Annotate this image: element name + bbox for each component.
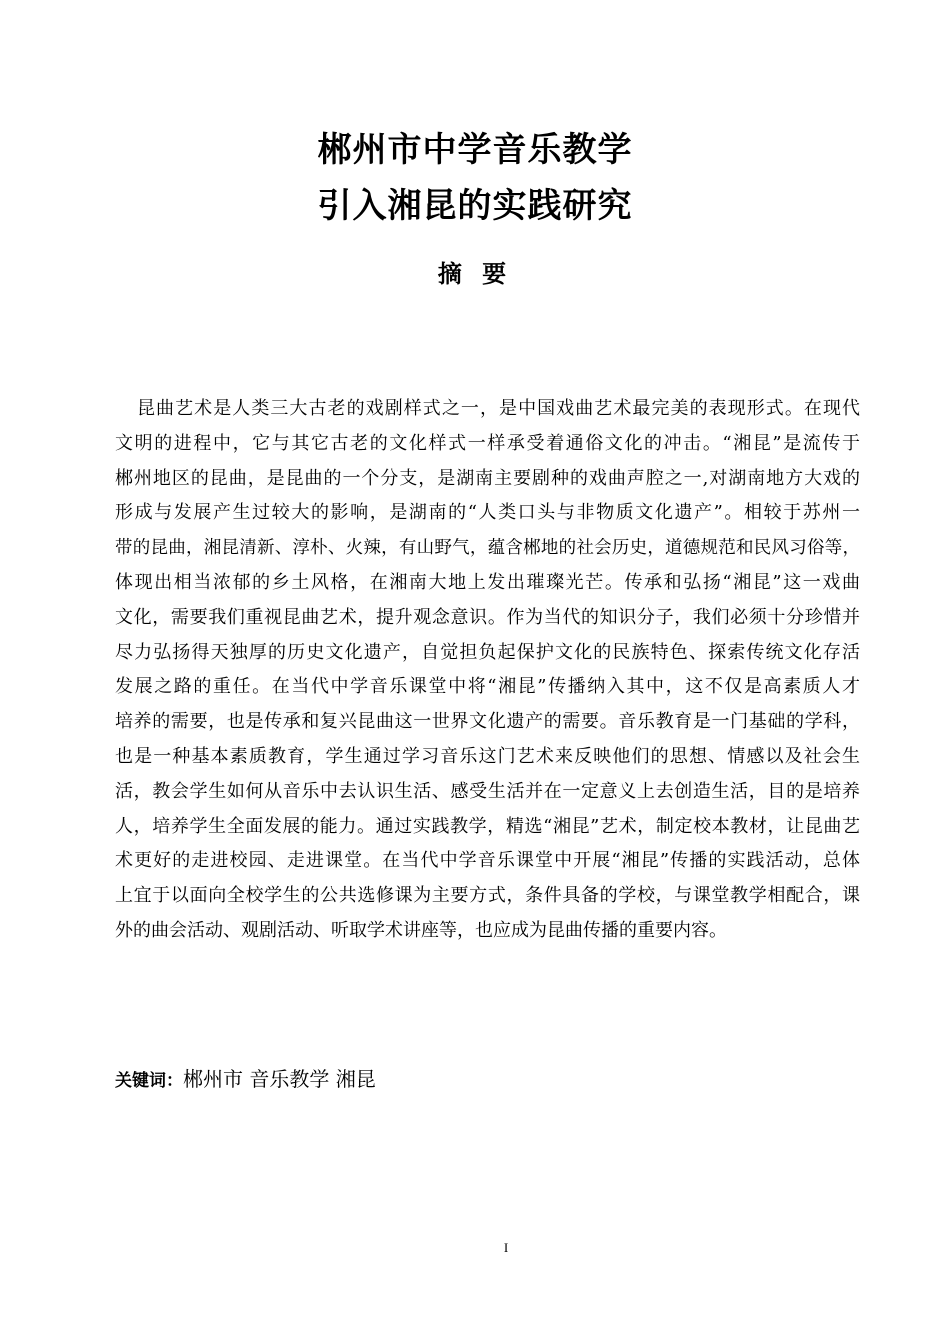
abstract-line: 培养的需要，也是传承和复兴昆曲这一世界文化遗产的需要。音乐教育是一门基础的学科， bbox=[115, 711, 860, 733]
abstract-line: 上宜于以面向全校学生的公共选修课为主要方式，条件具备的学校，与课堂教学相配合，课 bbox=[115, 885, 860, 907]
page-number: I bbox=[503, 1240, 509, 1255]
abstract-line: 外的曲会活动、观剧活动、听取学术讲座等，也应成为昆曲传播的重要内容。 bbox=[115, 919, 727, 941]
abstract-line: 体现出相当浓郁的乡土风格，在湘南大地上发出璀璨光芒。传承和弘扬“湘昆”这一戏曲 bbox=[115, 571, 860, 593]
abstract-line: 发展之路的重任。在当代中学音乐课堂中将“湘昆”传播纳入其中，这不仅是高素质人才 bbox=[115, 676, 860, 698]
abstract-line: 昆曲艺术是人类三大古老的戏剧样式之一，是中国戏曲艺术最完美的表现形式。在现代 bbox=[137, 398, 860, 419]
abstract-line: 活，教会学生如何从音乐中去认识生活、感受生活并在一定意义上去创造生活，目的是培养 bbox=[115, 780, 860, 802]
abstract-line: 郴州地区的昆曲，是昆曲的一个分支，是湖南主要剧种的戏曲声腔之一,对湖南地方大戏的 bbox=[115, 467, 860, 489]
abstract-line: 尽力弘扬得天独厚的历史文化遗产，自觉担负起保护文化的民族特色、探索传统文化存活 bbox=[115, 641, 860, 663]
keywords-value: 郴州市 音乐教学 湘昆 bbox=[183, 1067, 376, 1091]
keywords-label: 关键词： bbox=[115, 1071, 183, 1091]
abstract-line: 人，培养学生全面发展的能力。通过实践教学，精选“湘昆”艺术，制定校本教材，让昆曲艺 bbox=[115, 815, 860, 837]
abstract-line: 文明的进程中，它与其它古老的文化样式一样承受着通俗文化的冲击。“湘昆”是流传于 bbox=[115, 432, 860, 454]
abstract-line: 形成与发展产生过较大的影响，是湖南的“人类口头与非物质文化遗产”。相较于苏州一 bbox=[115, 502, 860, 524]
keywords bbox=[115, 1063, 376, 1097]
abstract-line: 文化，需要我们重视昆曲艺术，提升观念意识。作为当代的知识分子，我们必须十分珍惜并 bbox=[115, 606, 860, 628]
title-line-2: 引入湘昆的实践研究 bbox=[317, 186, 633, 226]
abstract-line: 术更好的走进校园、走进课堂。在当代中学音乐课堂中开展“湘昆”传播的实践活动，总体 bbox=[115, 850, 860, 872]
abstract-heading: 摘 要 bbox=[437, 260, 513, 288]
abstract-line: 带的昆曲，湘昆清新、淳朴、火辣，有山野气，蕴含郴地的社会历史，道德规范和民风习俗等， bbox=[115, 538, 860, 559]
abstract-body bbox=[115, 392, 860, 949]
abstract-line: 也是一种基本素质教育，学生通过学习音乐这门艺术来反映他们的思想、情感以及社会生 bbox=[115, 745, 860, 767]
title-line-1: 郴州市中学音乐教学 bbox=[317, 130, 633, 170]
